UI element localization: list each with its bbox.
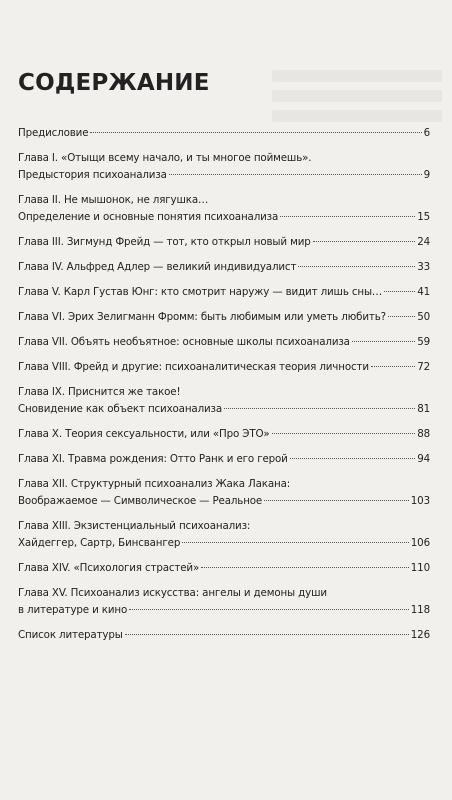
toc-entry-row [18,309,430,326]
page-number: 6 [423,127,430,139]
toc-entry-row [18,602,430,619]
dot-leader [371,366,415,367]
toc-entry-title: Список литературы [18,629,123,641]
toc-entry [18,259,430,276]
toc-entry-title: Глава IV. Альфред Адлер — великий индивидуалист [18,261,297,273]
dot-leader [298,266,415,267]
page-number: 15 [417,211,430,223]
toc-entry [18,150,430,184]
dot-leader [90,132,421,133]
toc-entry-row [18,167,430,184]
toc-entry [18,476,430,510]
page-number: 59 [417,336,430,348]
toc-entry [18,560,430,577]
toc-entry-title: Глава XIV. «Психология страстей» [18,562,200,574]
show-through-text [272,70,442,130]
table-of-contents [18,125,430,652]
dot-leader [280,216,415,217]
toc-entry-title-line: Глава XII. Структурный психоанализ Жака Лакана: [18,478,291,490]
toc-entry-row [18,359,430,376]
toc-entry-row [18,535,430,552]
toc-entry-title: Глава VII. Объять необъятное: основные школы психоанализа [18,336,350,348]
toc-entry-title: Глава V. Карл Густав Юнг: кто смотрит наружу — видит лишь сны… [18,286,383,298]
dot-leader [182,542,409,543]
toc-entry-row [18,334,430,351]
toc-entry [18,125,430,142]
toc-entry-row [18,627,430,644]
page-number: 9 [423,169,430,181]
dot-leader [264,500,409,501]
page-number: 106 [410,537,430,549]
toc-entry [18,334,430,351]
page-title: СОДЕРЖАНИЕ [18,70,210,96]
dot-leader [201,567,409,568]
page-number: 81 [417,403,430,415]
page-number: 94 [417,453,430,465]
toc-entry [18,518,430,552]
page-number: 110 [410,562,430,574]
page-number: 88 [417,428,430,440]
page-number: 33 [417,261,430,273]
toc-entry-row [18,209,430,226]
toc-entry-title: Воображаемое — Символическое — Реальное [18,495,263,507]
dot-leader [224,408,415,409]
toc-entry [18,309,430,326]
toc-entry-title-line: Глава XV. Психоанализ искусства: ангелы и демоны души [18,587,327,599]
toc-entry-title: Глава VIII. Фрейд и другие: психоаналитическая теория личности [18,361,369,373]
toc-entry [18,627,430,644]
page-number: 72 [417,361,430,373]
page-number: 41 [417,286,430,298]
toc-entry [18,451,430,468]
dot-leader [169,174,422,175]
toc-entry-row [18,493,430,510]
toc-entry-row [18,125,430,142]
toc-entry [18,384,430,418]
page-number: 24 [417,236,430,248]
toc-entry-row [18,426,430,443]
toc-entry-row [18,560,430,577]
toc-entry-title-line: Глава I. «Отыщи всему начало, и ты многое поймешь». [18,152,312,164]
dot-leader [388,316,415,317]
toc-entry-title-line: Глава II. Не мышонок, не лягушка… [18,194,209,206]
page-number: 103 [410,495,430,507]
dot-leader [352,341,415,342]
toc-entry-title: Глава VI. Эрих Зелигманн Фромм: быть любимым или уметь любить? [18,311,386,323]
toc-entry [18,234,430,251]
toc-entry [18,284,430,301]
toc-entry-title: Сновидение как объект психоанализа [18,403,223,415]
toc-entry-title-line: Глава XIII. Экзистенциальный психоанализ: [18,520,251,532]
toc-entry [18,585,430,619]
dot-leader [384,291,415,292]
toc-entry-title: Определение и основные понятия психоанализа [18,211,279,223]
toc-entry-title: в литературе и кино [18,604,128,616]
dot-leader [313,241,416,242]
toc-entry [18,192,430,226]
toc-entry [18,359,430,376]
dot-leader [290,458,415,459]
dot-leader [272,433,416,434]
toc-entry-title: Глава XI. Травма рождения: Отто Ранк и его герой [18,453,288,465]
dot-leader [125,634,409,635]
toc-entry-row [18,259,430,276]
toc-entry [18,426,430,443]
toc-entry-title: Предисловие [18,127,89,139]
toc-entry-title: Глава X. Теория сексуальности, или «Про ЭТО» [18,428,270,440]
page-number: 118 [410,604,430,616]
toc-entry-title: Глава III. Зигмунд Фрейд — тот, кто открыл новый мир [18,236,311,248]
page-number: 50 [417,311,430,323]
toc-entry-row [18,401,430,418]
toc-entry-row [18,234,430,251]
dot-leader [129,609,409,610]
toc-entry-row [18,284,430,301]
toc-entry-title: Предыстория психоанализа [18,169,167,181]
toc-entry-title: Хайдеггер, Сартр, Бинсвангер [18,537,181,549]
page-number: 126 [410,629,430,641]
toc-entry-title-line: Глава IX. Приснится же такое! [18,386,181,398]
toc-entry-row [18,451,430,468]
